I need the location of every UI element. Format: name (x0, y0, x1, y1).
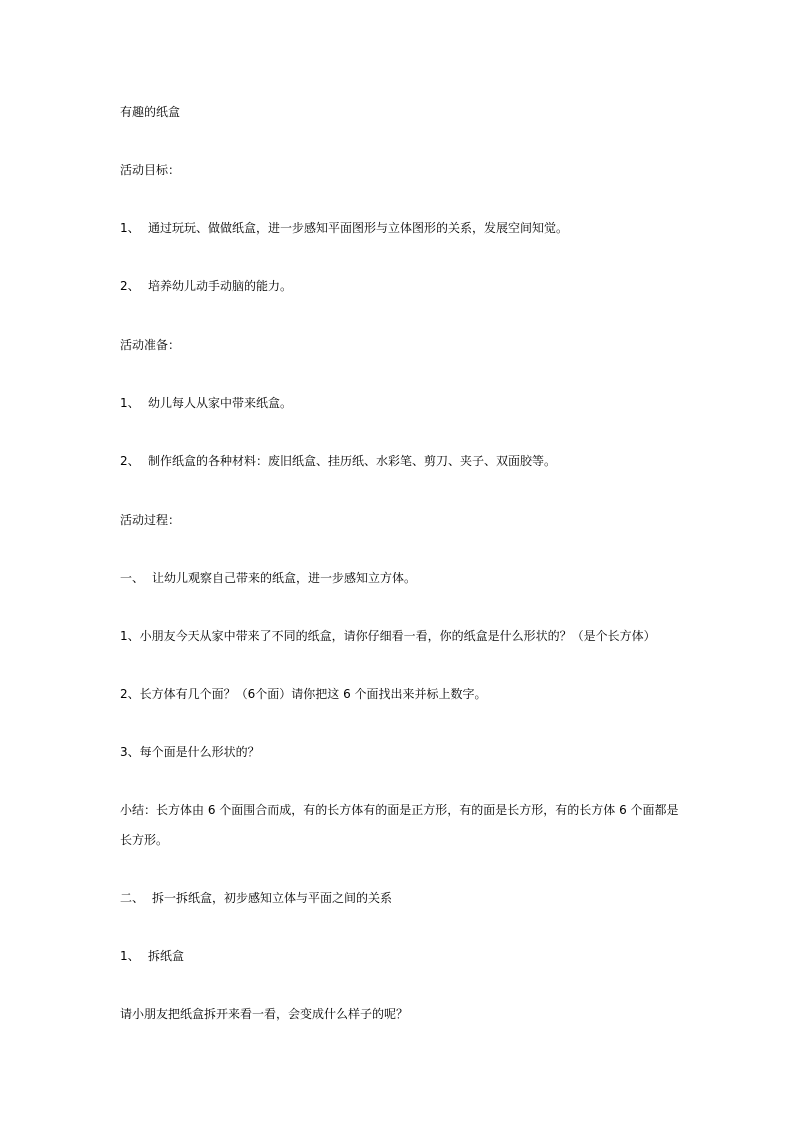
process-part-2-number: 二、 (120, 891, 145, 905)
goals-item-1-text: 通过玩玩、做做纸盒，进一步感知平面图形与立体图形的关系，发展空间知觉。 (148, 221, 569, 235)
goals-item-2 (120, 278, 292, 294)
goals-item-1 (120, 220, 568, 236)
prep-item-2-number: 2、 (120, 454, 140, 468)
process-part-1 (120, 570, 416, 586)
goals-heading: 活动目标： (120, 163, 181, 177)
process-question-2: 2、长方体有几个面？（6个面）请你把这 6 个面找出来并标上数字。 (120, 687, 487, 701)
goals-item-2-text: 培养幼儿动手动脑的能力。 (148, 279, 293, 293)
goals-item-1-number: 1、 (120, 221, 140, 235)
process-step-1 (120, 948, 184, 964)
process-part-2 (120, 890, 392, 906)
process-question-1: 1、小朋友今天从家中带来了不同的纸盒，请你仔细看一看，你的纸盒是什么形状的？（是个长方体） (120, 629, 656, 643)
prep-item-1-text: 幼儿每人从家中带来纸盒。 (148, 396, 293, 410)
process-step-1-number: 1、 (120, 949, 140, 963)
process-part-2-text: 拆一拆纸盒，初步感知立体与平面之间的关系 (152, 891, 393, 905)
summary-line-1: 小结：长方体由 6 个面围合而成，有的长方体有的面是正方形，有的面是长方形，有的长方体 6 个面都是 (120, 803, 679, 817)
prep-item-1-number: 1、 (120, 396, 140, 410)
process-heading: 活动过程： (120, 513, 181, 527)
process-step-1-text: 拆纸盒 (148, 949, 185, 963)
process-question-3: 3、每个面是什么形状的？ (120, 745, 260, 759)
document-title: 有趣的纸盒 (120, 105, 181, 119)
prep-heading: 活动准备： (120, 338, 181, 352)
goals-item-2-number: 2、 (120, 279, 140, 293)
process-instruction: 请小朋友把纸盒拆开来看一看，会变成什么样子的呢？ (120, 1007, 409, 1021)
prep-item-2-text: 制作纸盒的各种材料：废旧纸盒、挂历纸、水彩笔、剪刀、夹子、双面胶等。 (148, 454, 557, 468)
prep-item-1 (120, 395, 292, 411)
process-part-1-number: 一、 (120, 571, 145, 585)
process-part-1-text: 让幼儿观察自己带来的纸盒，进一步感知立方体。 (152, 571, 417, 585)
summary-line-2: 长方形。 (120, 833, 169, 847)
prep-item-2 (120, 453, 556, 469)
